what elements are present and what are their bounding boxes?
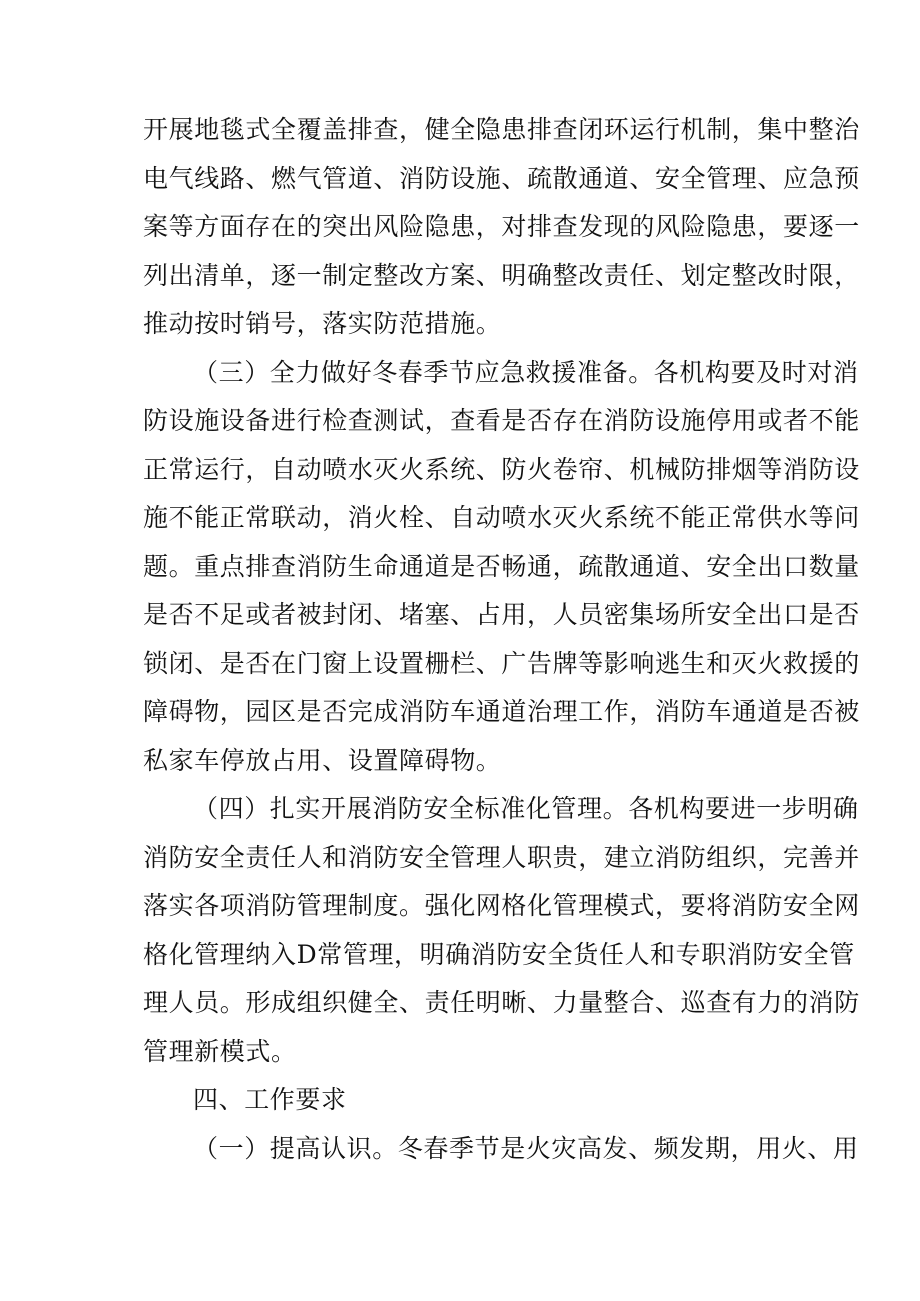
body-line: 正常运行，自动喷水灭火系统、防火卷帘、机械防排烟等消防设 bbox=[143, 454, 860, 484]
chapter-heading: 四、工作要求 bbox=[193, 1085, 347, 1114]
body-line: 障碍物，园区是否完成消防车通道治理工作，消防车通道是否被 bbox=[143, 697, 860, 726]
body-line: 是否不足或者被封闭、堵塞、占用，人员密集场所安全出口是否 bbox=[143, 600, 860, 629]
body-line: 格化管理纳入D常管理，明确消防安全货任人和专职消防安全管 bbox=[143, 939, 855, 969]
body-line: 管理新模式。 bbox=[143, 1036, 297, 1066]
body-line: 锁闭、是否在门窗上设置栅栏、广告牌等影响逃生和灭火救援的 bbox=[143, 648, 860, 678]
subsection-1-heading-line: （一）提高认识。冬春季节是火灾高发、频发期，用火、用 bbox=[193, 1133, 859, 1163]
body-line: 施不能正常联动，消火栓、自动喷水灭火系统不能正常供水等问 bbox=[143, 503, 860, 532]
body-line: 电气线路、燃气管道、消防设施、疏散通道、安全管理、应急预 bbox=[143, 163, 860, 193]
body-line: 题。重点排查消防生命通道是否畅通，疏散通道、安全出口数量 bbox=[143, 551, 860, 581]
section-4-heading-line: （四）扎实开展消防安全标准化管理。各机构要进一步明确 bbox=[193, 794, 859, 823]
body-line: 案等方面存在的突出风险隐患，对排查发现的风险隐患，要逐一 bbox=[143, 212, 860, 241]
document-body bbox=[143, 106, 860, 1173]
body-line: 消防安全责任人和消防安全管理人职贵，建立消防组织，完善并 bbox=[143, 842, 860, 872]
body-line: 列出清单，逐一制定整改方案、明确整改责任、划定整改时限， bbox=[143, 260, 860, 290]
body-line: 开展地毯式全覆盖排查，健全隐患排查闭环运行机制，集中整治 bbox=[143, 115, 860, 144]
body-line: 私家车停放占用、设置障碍物。 bbox=[143, 745, 502, 775]
body-line: 落实各项消防管理制度。强化网格化管理模式，要将消防安全网 bbox=[143, 891, 860, 920]
body-line: 防设施设备进行检查测试，查看是否存在消防设施停用或者不能 bbox=[143, 406, 860, 435]
body-line: 理人员。形成组织健全、责任明晰、力量整合、巡查有力的消防 bbox=[143, 988, 860, 1017]
body-line: 推动按时销号，落实防范措施。 bbox=[143, 309, 502, 338]
section-3-heading-line: （三）全力做好冬春季节应急救援准备。各机构要及时对消 bbox=[193, 357, 859, 387]
